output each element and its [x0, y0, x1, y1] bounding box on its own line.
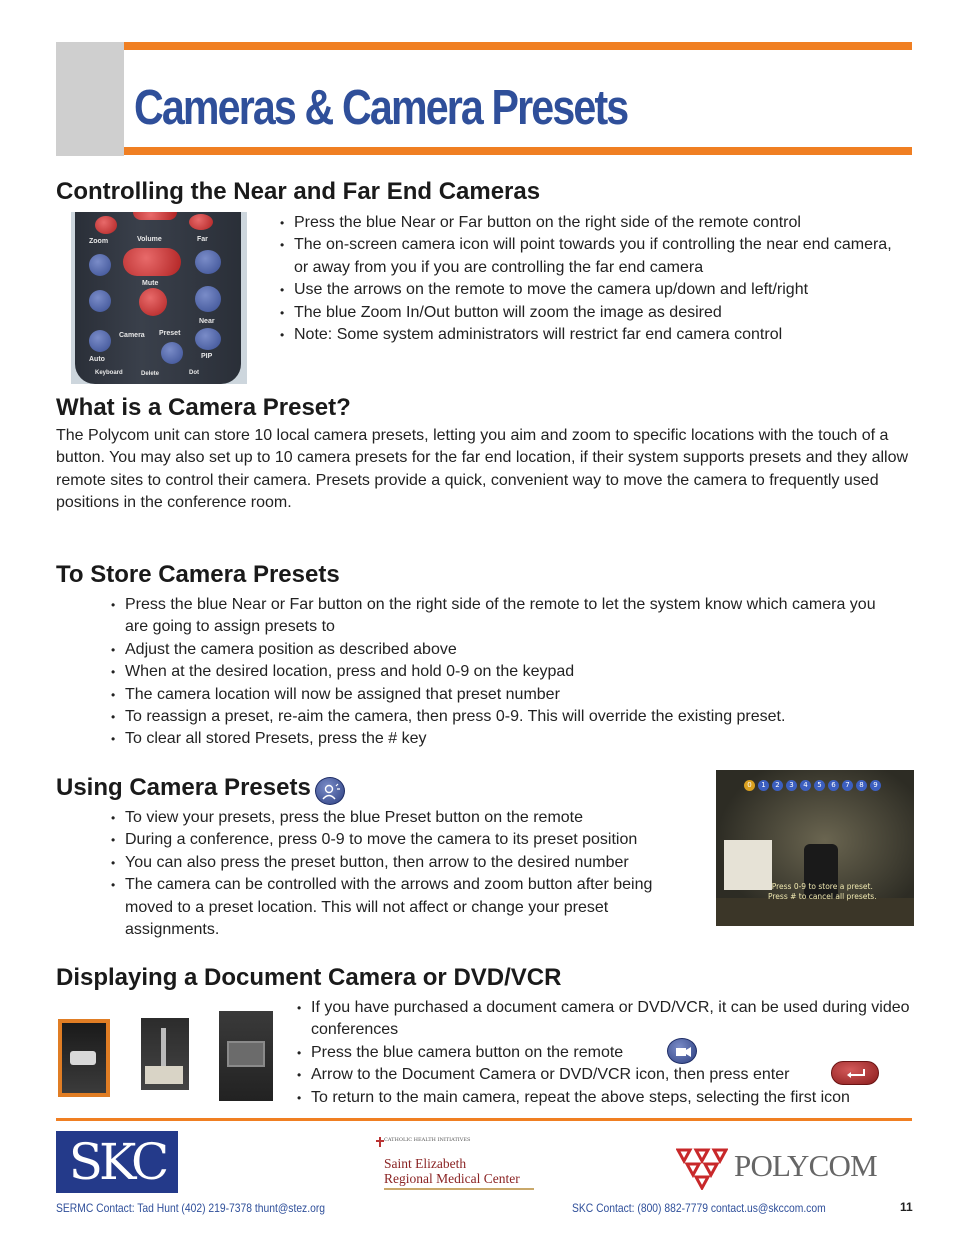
controlling-bullet-list	[280, 212, 900, 346]
sermc-name-line: Regional Medical Center	[384, 1171, 520, 1186]
preset-number: 7	[842, 780, 853, 791]
camera-button-icon	[667, 1038, 697, 1064]
cross-icon	[376, 1137, 384, 1147]
heading-what-is-preset: What is a Camera Preset?	[56, 394, 351, 421]
polycom-wordmark: POLYCOM	[734, 1148, 877, 1183]
document-camera-bullet-list	[297, 997, 917, 1109]
remote-label-mute: Mute	[142, 280, 159, 287]
list-item: • To return to the main camera, repeat the above steps, selecting the first icon	[297, 1087, 917, 1109]
preset-number: 3	[786, 780, 797, 791]
list-item: • Press the blue camera button on the remote	[297, 1042, 917, 1064]
heading-document-camera: Displaying a Document Camera or DVD/VCR	[56, 964, 562, 991]
preset-number: 5	[814, 780, 825, 791]
remote-control-image	[71, 212, 247, 384]
volume-button	[123, 248, 181, 276]
zoom-in-button	[89, 254, 111, 276]
remote-label-dot: Dot	[189, 370, 199, 376]
list-item: • During a conference, press 0-9 to move the camera to its preset position	[111, 829, 701, 851]
office-monitor	[724, 840, 772, 890]
header-rule-top	[124, 42, 912, 50]
preset-number: 1	[758, 780, 769, 791]
remote-label-preset: Preset	[159, 330, 181, 337]
far-button	[195, 250, 221, 274]
preset-number: 4	[800, 780, 811, 791]
preset-button	[161, 342, 183, 364]
dvd-vcr-unit	[227, 1041, 265, 1067]
remote-label-zoom: Zoom	[89, 238, 109, 245]
remote-label-volume: Volume	[137, 236, 162, 243]
list-item: • When at the desired location, press and hold 0-9 on the keypad	[111, 661, 891, 683]
sermc-affiliation: CATHOLIC HEALTH INITIATIVES	[384, 1137, 471, 1143]
overlay-line: Press # to cancel all presets.	[768, 892, 877, 901]
remote-label-camera: Camera	[119, 332, 145, 339]
list-item: • Press the blue Near or Far button on the right side of the remote to let the system know which camera you are going to assign presets to	[111, 594, 891, 639]
sermc-name	[384, 1156, 520, 1186]
header-grey-block	[56, 42, 124, 156]
remote-label-pip: PIP	[201, 353, 213, 360]
list-item: • Press the blue Near or Far button on the right side of the remote control	[280, 212, 900, 234]
what-is-preset-paragraph: The Polycom unit can store 10 local camera presets, letting you aim and zoom to specific locations with the touch of a button. You may also set up to 10 camera presets for the far end location, if their system supports presets and they allow remote sites to control their camera. Presets provide a quick, convenient way to move the camera to frequently used positions in the conference room.	[56, 427, 909, 512]
preset-number: 9	[870, 780, 881, 791]
office-desk	[716, 898, 914, 926]
remote-label-delete: Delete	[141, 371, 160, 377]
camera-device-icon	[58, 1019, 110, 1097]
preset-instructions-overlay	[768, 882, 877, 902]
overlay-line: Press 0-9 to store a preset.	[771, 882, 873, 891]
list-item: • To clear all stored Presets, press the # key	[111, 728, 891, 750]
document-camera-arm	[161, 1028, 166, 1068]
using-presets-bullet-list	[111, 807, 701, 941]
list-item: • Note: Some system administrators will restrict far end camera control	[280, 324, 900, 346]
header-rule-bottom	[124, 147, 912, 155]
sermc-logo	[376, 1137, 536, 1193]
remote-top-red-button	[133, 212, 177, 220]
preset-number-row	[744, 780, 881, 791]
skc-logo-text: SKC	[68, 1133, 166, 1191]
remote-label-far: Far	[197, 236, 208, 243]
sermc-underline	[384, 1188, 534, 1190]
enter-button-icon	[831, 1061, 879, 1085]
list-item: • The camera location will now be assigned that preset number	[111, 684, 891, 706]
heading-controlling-cameras: Controlling the Near and Far End Cameras	[56, 178, 541, 205]
preset-number: 2	[772, 780, 783, 791]
preset-number: 0	[744, 780, 755, 791]
list-item: • Arrow to the Document Camera or DVD/VCR icon, then press enter	[297, 1064, 917, 1086]
pip-button	[195, 328, 221, 350]
heading-using-presets: Using Camera Presets	[56, 774, 311, 801]
remote-label-keyboard: Keyboard	[95, 370, 123, 376]
polycom-logo	[676, 1146, 908, 1190]
auto-button	[89, 330, 111, 352]
list-item: • Adjust the camera position as described above	[111, 639, 891, 661]
preset-screenshot	[716, 770, 914, 926]
page-number: 11	[900, 1200, 913, 1214]
page-title: Cameras & Camera Presets	[134, 81, 628, 135]
skc-logo	[56, 1131, 178, 1193]
remote-label-auto: Auto	[89, 356, 105, 363]
list-item: • The on-screen camera icon will point towards you if controlling the near end camera, or away from you if you are controlling the far end camera	[280, 234, 900, 279]
document-camera-icon	[141, 1018, 189, 1090]
store-presets-bullet-list	[111, 594, 891, 751]
preset-number: 6	[828, 780, 839, 791]
near-button	[195, 286, 221, 312]
preset-number: 8	[856, 780, 867, 791]
mute-button	[139, 288, 167, 316]
sermc-name-line: Saint Elizabeth	[384, 1156, 467, 1171]
footer-rule	[56, 1118, 912, 1121]
dvd-vcr-icon	[219, 1011, 273, 1101]
zoom-out-button	[89, 290, 111, 312]
list-item: • The blue Zoom In/Out button will zoom the image as desired	[280, 302, 900, 324]
list-item: • The camera can be controlled with the arrows and zoom button after being moved to a preset location. This will not affect or change your preset assignments.	[111, 874, 701, 941]
list-item: • To reassign a preset, re-aim the camera, then press 0-9. This will override the existing preset.	[111, 706, 891, 728]
remote-home-button	[95, 216, 117, 234]
remote-back-button	[189, 214, 213, 230]
list-item: • Use the arrows on the remote to move the camera up/down and left/right	[280, 279, 900, 301]
preset-button-icon	[315, 777, 345, 805]
skc-contact: SKC Contact: (800) 882-7779 contact.us@skccom.com	[572, 1201, 826, 1215]
polycom-triangles-icon	[676, 1146, 728, 1190]
list-item: • If you have purchased a document camera or DVD/VCR, it can be used during video conferences	[297, 997, 917, 1042]
list-item: • To view your presets, press the blue Preset button on the remote	[111, 807, 701, 829]
sermc-contact: SERMC Contact: Tad Hunt (402) 219-7378 thunt@stez.org	[56, 1201, 326, 1215]
list-item: • You can also press the preset button, then arrow to the desired number	[111, 852, 701, 874]
document-camera-base	[145, 1066, 183, 1084]
heading-store-presets: To Store Camera Presets	[56, 561, 340, 588]
camera-body	[70, 1051, 96, 1065]
remote-label-near: Near	[199, 318, 215, 325]
